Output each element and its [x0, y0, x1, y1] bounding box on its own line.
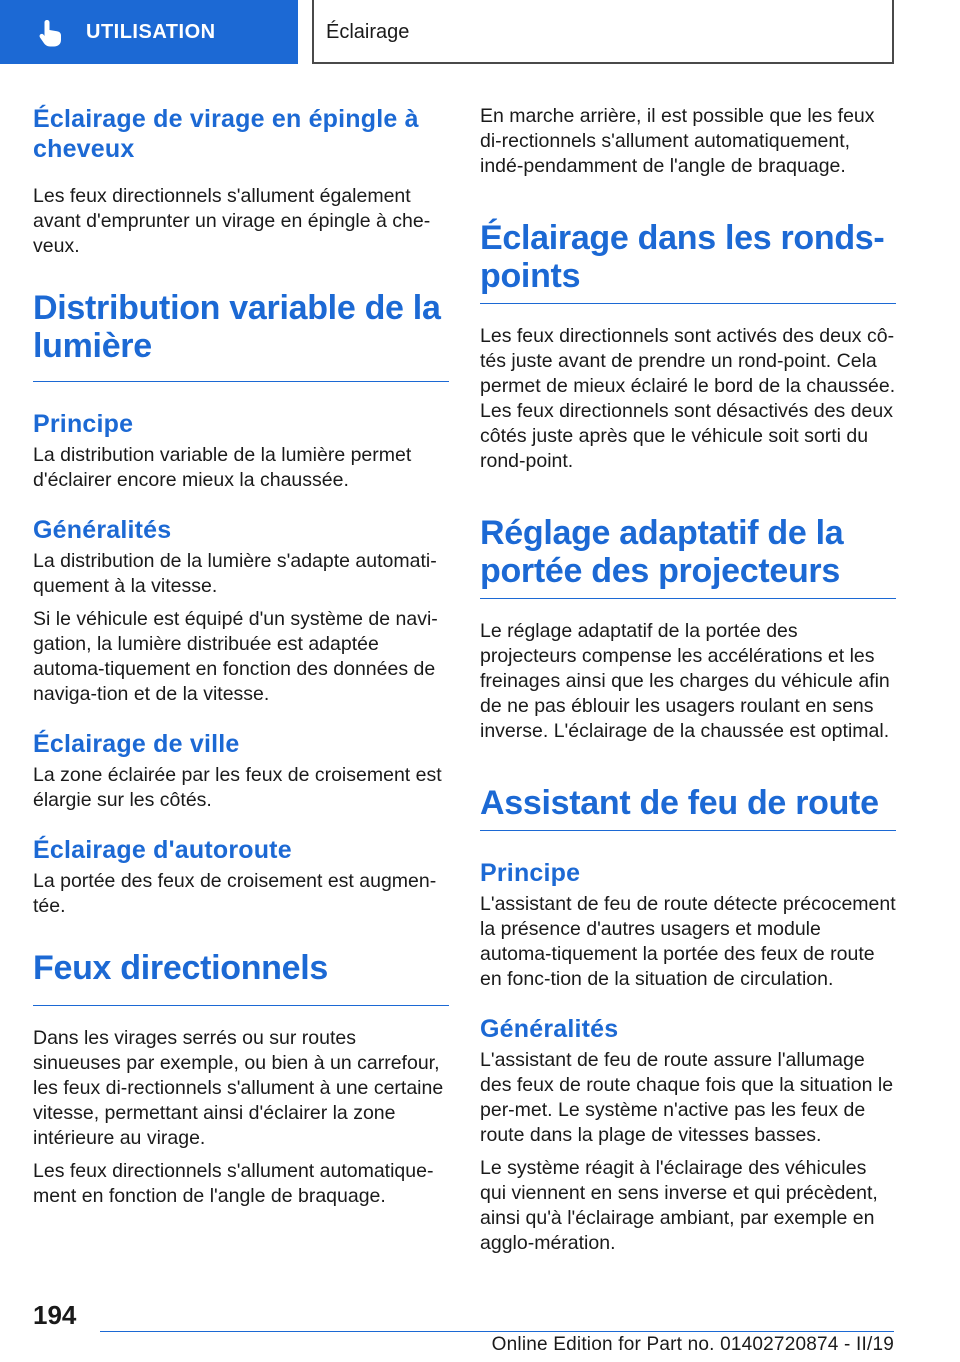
- headlight-range-text: Le réglage adaptatif de la portée des projecteurs compense les accélérations et les freinages ainsi que les charges du véhicule afin de ne pas éblouir les usagers roulant en sens inverse. L'éclairage de la chaussée est optimal.: [480, 620, 890, 742]
- high-beam-principle-heading: Principe: [480, 859, 581, 887]
- headlight-range-heading: Réglage adaptatif de la portée des projecteurs: [480, 514, 844, 590]
- city-light-heading: Éclairage de ville: [33, 730, 240, 758]
- high-beam-general-text-2: Le système réagit à l'éclairage des véhicules qui viennent en sens inverse et qui précèdent, ainsi qu'à l'éclairage ambiant, par exemple en agglo-mération.: [480, 1157, 878, 1254]
- reverse-text: En marche arrière, il est possible que les feux di-rectionnels s'allument automatiquement, indé-pendamment de l'angle de braquage.: [480, 105, 875, 177]
- right-column: [480, 104, 896, 1256]
- hairpin-heading: Éclairage de virage en épingle à cheveux: [33, 105, 419, 163]
- highway-light-text: La portée des feux de croisement est augmen-tée.: [33, 870, 437, 917]
- cornering-heading: Feux directionnels: [33, 949, 329, 987]
- footer-divider: [100, 1331, 894, 1332]
- roundabout-text: Les feux directionnels sont activés des deux cô-tés juste avant de prendre un rond-point. Cela permet de mieux éclairé le bord de la chaussée. Les feux directionnels sont désactivés des deux côtés juste après que le véhicule soit sorti du rond-point.: [480, 325, 896, 472]
- variable-general-text-1: La distribution de la lumière s'adapte automati-quement à la vitesse.: [33, 550, 437, 597]
- chapter-header: [312, 0, 894, 64]
- roundabout-heading: Éclairage dans les ronds-points: [480, 219, 885, 295]
- hairpin-text: Les feux directionnels s'allument également avant d'emprunter un virage en épingle à che-veux.: [33, 185, 431, 257]
- cornering-text-2: Les feux directionnels s'allument automatique-ment en fonction de l'angle de braquage.: [33, 1160, 434, 1207]
- section-label: UTILISATION: [86, 21, 216, 43]
- pointing-hand-icon: [36, 18, 66, 48]
- high-beam-principle-text: L'assistant de feu de route détecte précocement la présence d'autres usagers et module automa-tiquement la portée des feux de route en fonc-tion de la situation de circulation.: [480, 893, 896, 990]
- high-beam-general-heading: Généralités: [480, 1015, 619, 1043]
- variable-principle-heading: Principe: [33, 410, 134, 438]
- cornering-text-1: Dans les virages serrés ou sur routes sinueuses par exemple, ou bien à un carrefour, les feux di-rectionnels s'allument à une certaine vitesse, permettant ainsi d'éclairer la zone intérieure au virage.: [33, 1027, 444, 1149]
- variable-general-text-2: Si le véhicule est équipé d'un système de navi-gation, la lumière distribuée est adaptée automa-tiquement en fonction des données de naviga-tion et de la vitesse.: [33, 608, 438, 705]
- highway-light-heading: Éclairage d'autoroute: [33, 836, 292, 864]
- high-beam-general-text-1: L'assistant de feu de route assure l'allumage des feux de route chaque fois que la situation le per-met. Le système n'active pas les feux de route dans la plage de vitesses basses.: [480, 1049, 894, 1146]
- high-beam-heading: Assistant de feu de route: [480, 784, 879, 822]
- city-light-text: La zone éclairée par les feux de croisement est élargie sur les côtés.: [33, 764, 442, 811]
- edition-text: Online Edition for Part no. 01402720874 - II/19: [491, 1334, 894, 1355]
- variable-light-heading: Distribution variable de la lumière: [33, 289, 441, 365]
- variable-principle-text: La distribution variable de la lumière permet d'éclairer encore mieux la chaussée.: [33, 444, 412, 491]
- chapter-title: Éclairage: [326, 21, 410, 43]
- variable-general-heading: Généralités: [33, 516, 172, 544]
- section-tab[interactable]: [0, 0, 298, 64]
- page-number: 194: [33, 1300, 77, 1330]
- left-column: [33, 104, 449, 1209]
